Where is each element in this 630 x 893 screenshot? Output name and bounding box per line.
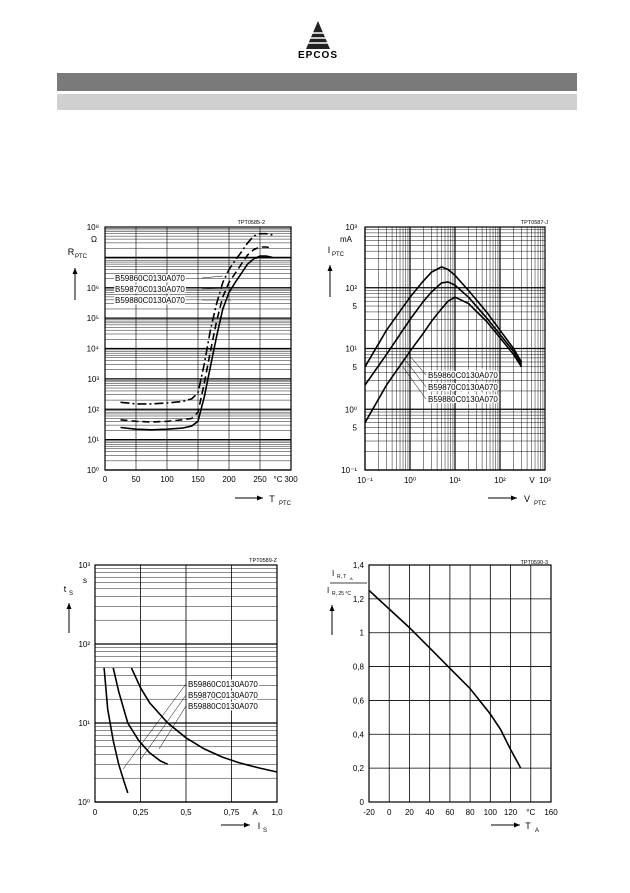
series-line-1 <box>369 590 521 768</box>
x-axis-arrow-head <box>244 823 250 828</box>
figure-code: TPT0587-J <box>520 220 548 226</box>
legend-entry: B59880C0130A070 <box>188 702 258 711</box>
x-axis-label: I <box>257 821 261 831</box>
legend-entry: B59880C0130A070 <box>115 296 185 305</box>
legend-leader <box>406 361 426 387</box>
y-axis-label-sub: PTC <box>75 254 87 260</box>
figure-code: TPT0589-Z <box>249 558 277 564</box>
y-axis-label-numerator-subsub: A <box>350 576 353 581</box>
x-axis-arrow-head <box>511 496 517 501</box>
legend-entry: B59860C0130A070 <box>428 371 498 380</box>
x-unit: °C <box>273 475 283 484</box>
y-tick-label: 10⁴ <box>86 344 99 354</box>
y-tick-label: 0,8 <box>352 662 364 672</box>
current-voltage-chart <box>315 215 575 515</box>
legend-leader <box>141 695 186 759</box>
x-tick-label: 10⁰ <box>403 476 417 485</box>
y-axis-arrow-head <box>67 603 72 609</box>
x-tick-label: 1,0 <box>271 808 283 817</box>
x-tick-label: 100 <box>483 808 498 817</box>
y-tick-label: 10² <box>87 405 99 415</box>
y-tick-label: 1,4 <box>352 561 364 570</box>
x-tick-label: 0,75 <box>223 808 240 817</box>
x-unit: °C <box>526 808 536 817</box>
x-tick-label: 80 <box>465 808 475 817</box>
y-tick-label: 10² <box>78 640 90 649</box>
legend-entry: B59880C0130A070 <box>428 395 498 404</box>
figure-code: TPT0590-3 <box>520 560 548 566</box>
y-tick-label: 5 <box>352 302 357 312</box>
y-tick-label: 1,2 <box>352 594 364 604</box>
x-axis-label-sub: PTC <box>279 501 291 507</box>
y-tick-label: 10⁰ <box>86 466 99 475</box>
header-bar <box>57 73 577 91</box>
x-tick-label: 0 <box>386 808 392 817</box>
x-tick-label: 200 <box>222 475 236 484</box>
company-logo-text: EPCOS <box>297 50 338 61</box>
y-tick-label: 10⁵ <box>86 314 99 324</box>
x-tick-label: 10¹ <box>449 476 461 485</box>
y-tick-label: 10⁰ <box>344 405 357 415</box>
legend-entry: B59870C0130A070 <box>188 691 258 700</box>
x-axis-label-sub: A <box>534 828 540 834</box>
switching-time-chart <box>55 555 295 845</box>
y-tick-label: 10³ <box>345 223 357 232</box>
x-tick-label: 300 <box>284 475 298 484</box>
y-tick-label: 0 <box>359 798 364 807</box>
y-tick-label: 1 <box>359 628 364 638</box>
x-tick-label: 10⁻¹ <box>357 476 373 485</box>
y-axis-label: R <box>67 247 75 257</box>
x-tick-label: 0,5 <box>180 808 192 817</box>
y-tick-label: 10⁶ <box>86 283 99 293</box>
x-tick-label: 0,25 <box>132 808 149 817</box>
y-axis-label-denominator-sub: R, 25 °C <box>332 591 351 597</box>
y-axis-label: t <box>63 584 67 594</box>
plot-frame <box>369 565 551 802</box>
legend-entry: B59870C0130A070 <box>428 383 498 392</box>
x-tick-label: 250 <box>253 475 267 484</box>
y-tick-label: 10⁰ <box>77 798 90 807</box>
y-tick-label: 10³ <box>78 561 90 570</box>
series-line-1 <box>104 668 128 793</box>
y-unit: Ω <box>91 235 97 244</box>
y-tick-label: 10⁻¹ <box>341 466 357 475</box>
y-tick-label: 0,2 <box>352 764 364 774</box>
y-tick-label: 10¹ <box>345 344 357 354</box>
y-axis-label-numerator-sub: R, T <box>337 574 347 580</box>
y-tick-label: 5 <box>352 423 357 433</box>
y-tick-label: 0,6 <box>352 696 364 706</box>
y-unit: s <box>83 576 87 585</box>
y-tick-label: 10¹ <box>87 435 99 445</box>
x-axis-arrow-head <box>257 496 263 501</box>
y-axis-label: I <box>327 245 331 255</box>
y-tick-label: 10¹ <box>78 719 90 728</box>
figure-code: TPT0585-2 <box>237 220 265 226</box>
y-axis-arrow-head <box>330 605 335 611</box>
legend-entry: B59860C0130A070 <box>115 274 185 283</box>
x-tick-label: 160 <box>544 808 558 817</box>
y-axis-arrow-head <box>328 265 333 271</box>
legend-entry: B59860C0130A070 <box>188 680 258 689</box>
y-tick-label: 10² <box>345 283 357 293</box>
y-axis-label-numerator: I <box>332 569 335 578</box>
x-tick-label: 0 <box>92 808 98 817</box>
x-unit: A <box>252 808 258 817</box>
x-tick-label: 100 <box>160 475 174 484</box>
x-axis-label-sub: S <box>262 828 268 834</box>
derating-chart <box>315 555 575 845</box>
x-tick-label: 120 <box>503 808 518 817</box>
x-tick-label: 150 <box>191 475 205 484</box>
y-tick-label: 10³ <box>87 374 99 384</box>
x-unit: V <box>529 476 535 485</box>
y-tick-label: 10⁸ <box>86 223 99 232</box>
x-axis-label: V <box>523 494 531 504</box>
x-axis-arrow-head <box>514 823 520 828</box>
x-axis-label: T <box>525 821 531 831</box>
x-tick-label: 10² <box>494 476 506 485</box>
resistance-temperature-chart <box>55 215 315 515</box>
x-tick-label: 0 <box>102 475 108 484</box>
x-tick-label: 50 <box>131 475 141 484</box>
x-tick-label: 40 <box>425 808 435 817</box>
x-axis-label-sub: PTC <box>534 501 546 507</box>
legend-leader <box>202 276 223 278</box>
x-tick-label: 10³ <box>539 476 551 485</box>
y-axis-label-sub: PTC <box>332 252 344 258</box>
y-tick-label: 5 <box>352 362 357 372</box>
x-tick-label: -20 <box>363 808 375 817</box>
y-unit: mA <box>340 235 352 244</box>
x-tick-label: 20 <box>404 808 414 817</box>
y-axis-arrow-head <box>73 268 78 274</box>
y-axis-label-sub: S <box>68 591 74 597</box>
x-axis-label: T <box>269 494 275 504</box>
y-tick-label: 0,4 <box>352 730 364 740</box>
legend-entry: B59870C0130A070 <box>115 285 185 294</box>
y-axis-label-denominator: I <box>327 586 330 595</box>
subheader-bar <box>57 94 577 110</box>
x-tick-label: 60 <box>445 808 455 817</box>
